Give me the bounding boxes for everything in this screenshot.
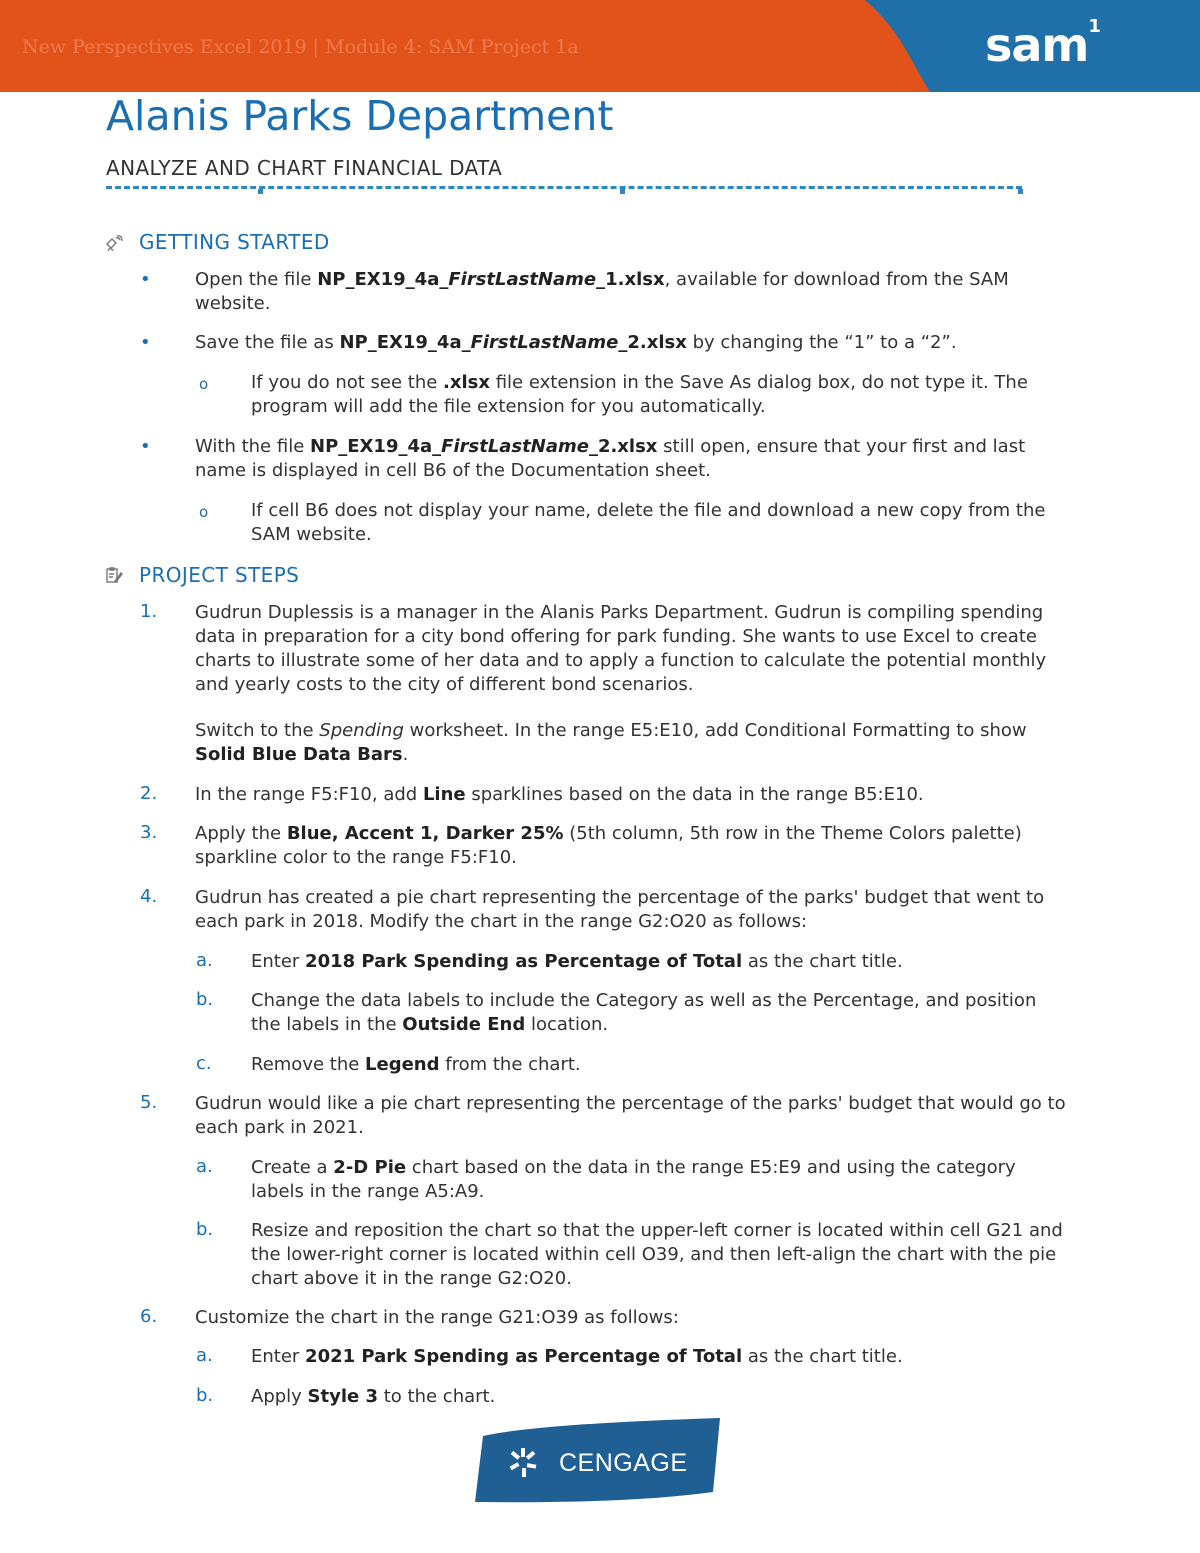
dashed-divider — [106, 186, 1022, 189]
sub-bullet-marker: o — [199, 375, 209, 393]
sub-step-text: Resize and reposition the chart so that the upper-left corner is located within cell G21 and the lower-right corner is located within cell O39, and then left-align the chart with the pie chart above it in the range G2:O20. — [251, 1220, 1063, 1289]
bullet-marker: • — [140, 269, 151, 290]
sub-step-letter: b. — [196, 1219, 214, 1240]
sub-step-letter: a. — [196, 1345, 213, 1366]
list-item: With the file NP_EX19_4a_FirstLastName_2.xlsx still open, ensure that your first and last name is displayed in cell B6 of the Documentation sheet. — [195, 436, 1026, 481]
project-steps-heading: PROJECT STEPS — [105, 563, 299, 589]
sub-step-letter: b. — [196, 989, 214, 1010]
sub-step-letter: c. — [196, 1053, 212, 1074]
step-number: 3. — [140, 822, 158, 843]
list-item: If cell B6 does not display your name, delete the file and download a new copy from the SAM website. — [251, 500, 1046, 545]
sub-step-text: Remove the Legend from the chart. — [251, 1054, 581, 1075]
header-title: New Perspectives Excel 2019 | Module 4: SAM Project 1a — [22, 36, 579, 58]
step-number: 5. — [140, 1092, 158, 1113]
bullet-marker: • — [140, 436, 151, 457]
sub-step-text: Create a 2-D Pie chart based on the data in the range E5:E9 and using the category labels in the range A5:A9. — [251, 1157, 1016, 1202]
bullet-marker: • — [140, 332, 151, 353]
sub-step-letter: b. — [196, 1385, 214, 1406]
step-number: 6. — [140, 1306, 158, 1327]
page-subtitle: ANALYZE AND CHART FINANCIAL DATA — [106, 156, 503, 180]
sub-bullet-marker: o — [199, 503, 209, 521]
divider-dot — [1018, 189, 1023, 194]
step-text: Switch to the Spending worksheet. In the range E5:E10, add Conditional Formatting to show Solid Blue Data Bars. — [195, 720, 1027, 765]
sub-step-letter: a. — [196, 1156, 213, 1177]
list-item: Save the file as NP_EX19_4a_FirstLastName_2.xlsx by changing the “1” to a “2”. — [195, 332, 957, 353]
step-number: 2. — [140, 783, 158, 804]
step-text: Customize the chart in the range G21:O39 as follows: — [195, 1307, 679, 1328]
step-text: Gudrun has created a pie chart representing the percentage of the parks' budget that went to each park in 2018. Modify the chart in the range G2:O20 as follows: — [195, 887, 1045, 932]
getting-started-heading: GETTING STARTED — [105, 230, 330, 256]
step-text: Gudrun would like a pie chart representing the percentage of the parks' budget that would go to each park in 2021. — [195, 1093, 1066, 1138]
step-number: 1. — [140, 601, 158, 622]
sub-step-text: Apply Style 3 to the chart. — [251, 1386, 496, 1407]
sam-logo: sam$^1$ — [985, 16, 1100, 72]
cengage-logo — [475, 1418, 725, 1504]
step-number: 4. — [140, 886, 158, 907]
page-title: Alanis Parks Department — [106, 92, 614, 140]
step-text: Gudrun Duplessis is a manager in the Alanis Parks Department. Gudrun is compiling spending data in preparation for a city bond offering for park funding. She wants to use Excel to create charts to illustrate some of her data and to apply a function to calculate the potential monthly and yearly costs to the city of different bond scenarios. — [195, 602, 1047, 695]
sub-step-text: Change the data labels to include the Category as well as the Percentage, and position the labels in the Outside End location. — [251, 990, 1037, 1035]
page-header — [0, 0, 1200, 92]
sub-step-text: Enter 2021 Park Spending as Percentage of Total as the chart title. — [251, 1346, 903, 1367]
list-item: Open the file NP_EX19_4a_FirstLastName_1.xlsx, available for download from the SAM website. — [195, 269, 1009, 314]
clipboard-pencil-icon — [105, 565, 127, 589]
step-text: In the range F5:F10, add Line sparklines based on the data in the range B5:E10. — [195, 784, 924, 805]
divider-dot — [620, 189, 625, 194]
divider-dot — [258, 189, 263, 194]
sub-step-text: Enter 2018 Park Spending as Percentage of Total as the chart title. — [251, 951, 903, 972]
cengage-wordmark: CENGAGE — [559, 1449, 688, 1477]
step-text: Apply the Blue, Accent 1, Darker 25% (5th column, 5th row in the Theme Colors palette) sparkline color to the range F5:F10. — [195, 823, 1022, 868]
list-item: If you do not see the .xlsx file extension in the Save As dialog box, do not type it. The program will add the file extension for you automatically. — [251, 372, 1028, 417]
sub-step-letter: a. — [196, 950, 213, 971]
satellite-icon — [105, 232, 127, 256]
